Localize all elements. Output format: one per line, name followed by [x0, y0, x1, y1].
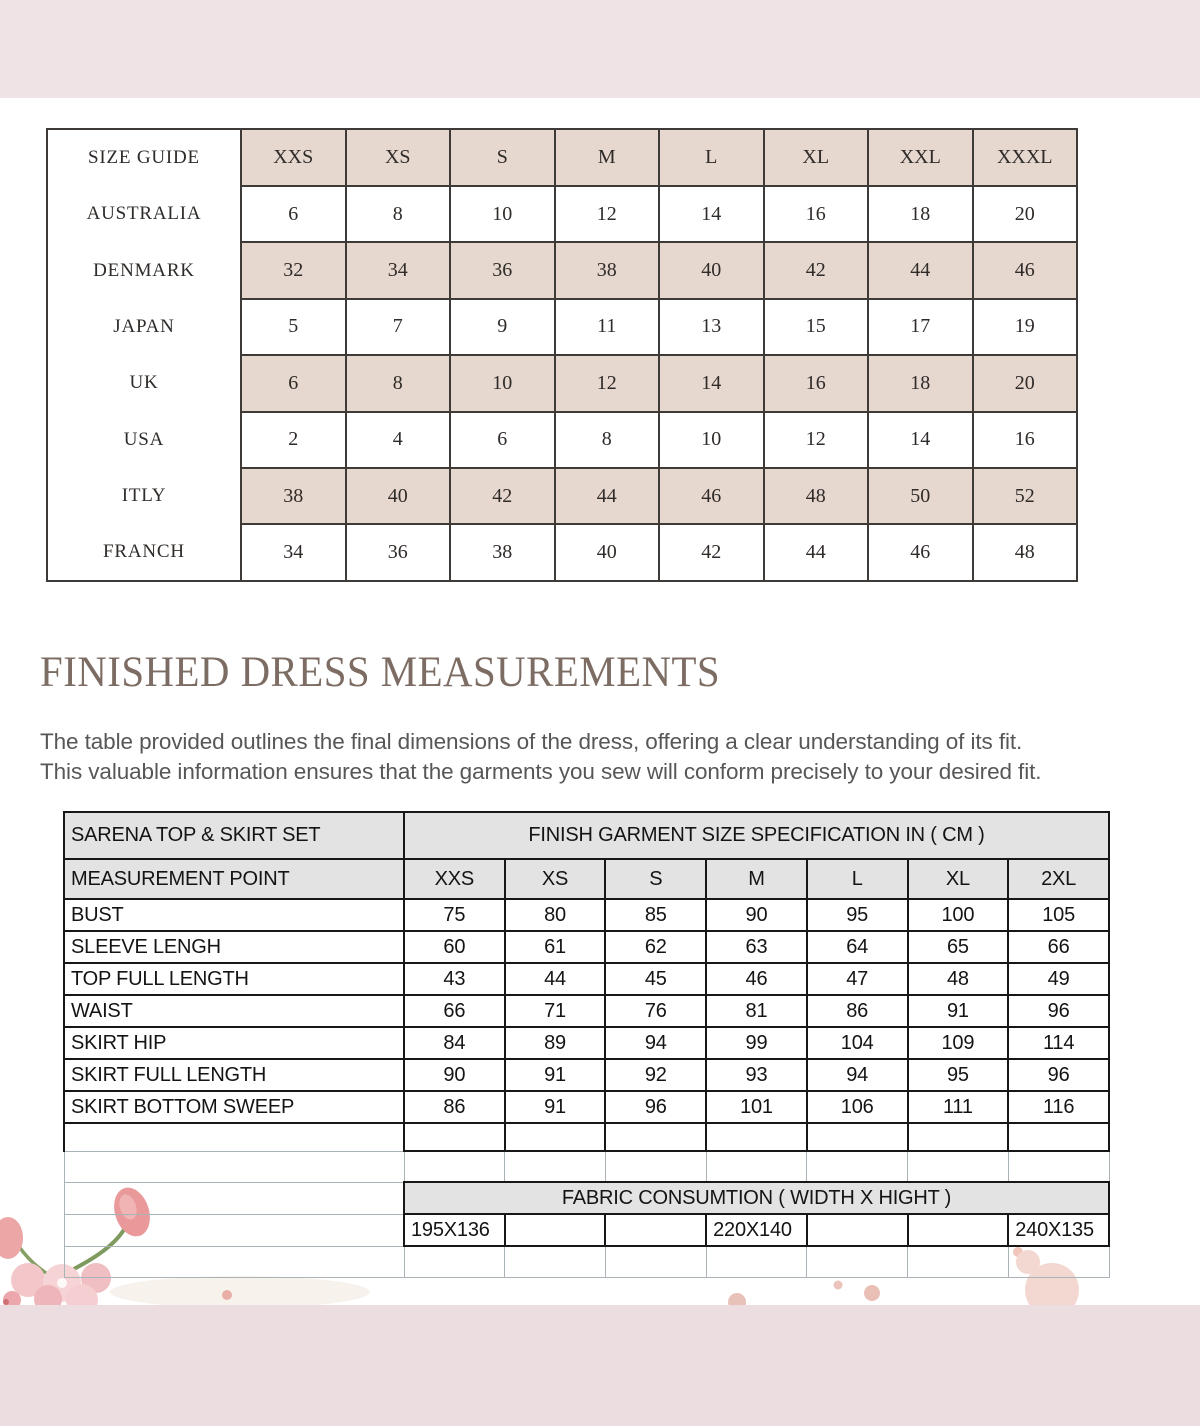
measurement-value-cell: 100 — [908, 899, 1009, 931]
measurement-value-cell: 90 — [706, 899, 807, 931]
size-column-header: XXL — [868, 129, 973, 186]
measurement-point-label: BUST — [64, 899, 404, 931]
gridline-cell — [807, 1151, 908, 1182]
size-value-cell: 38 — [555, 242, 660, 298]
fabric-value-cell: 220X140 — [706, 1214, 807, 1246]
measurement-value-cell: 91 — [505, 1091, 606, 1123]
gridline-cell — [64, 1214, 404, 1246]
size-value-cell: 12 — [555, 186, 660, 242]
size-guide-row — [47, 468, 1077, 524]
measurement-value-cell: 62 — [605, 931, 706, 963]
size-value-cell: 8 — [555, 412, 660, 468]
size-guide-row — [47, 524, 1077, 580]
empty-cell — [807, 1123, 908, 1151]
size-guide-row — [47, 355, 1077, 411]
size-value-cell: 38 — [241, 468, 346, 524]
country-label: AUSTRALIA — [47, 186, 241, 242]
country-label: UK — [47, 355, 241, 411]
size-value-cell: 48 — [764, 468, 869, 524]
size-value-cell: 9 — [450, 299, 555, 355]
measurement-value-cell: 94 — [807, 1059, 908, 1091]
size-value-cell: 8 — [346, 355, 451, 411]
measurement-value-cell: 46 — [706, 963, 807, 995]
gridline-cell — [64, 1151, 404, 1182]
size-value-cell: 14 — [659, 355, 764, 411]
country-label: USA — [47, 412, 241, 468]
gridline-cell — [505, 1151, 606, 1182]
paint-splash — [728, 1293, 746, 1305]
size-value-cell: 2 — [241, 412, 346, 468]
size-value-cell: 40 — [346, 468, 451, 524]
gridline-cell — [908, 1246, 1009, 1277]
section-title: FINISHED DRESS MEASUREMENTS — [40, 649, 721, 696]
blossom-center — [57, 1278, 67, 1288]
size-column-header: 2XL — [1008, 859, 1109, 899]
spec-header: FINISH GARMENT SIZE SPECIFICATION IN ( CM ) — [404, 812, 1109, 859]
size-guide-row — [47, 412, 1077, 468]
size-value-cell: 36 — [450, 242, 555, 298]
empty-cell — [404, 1123, 505, 1151]
size-value-cell: 42 — [764, 242, 869, 298]
measurement-row — [64, 995, 1109, 1027]
gridline-cell — [64, 1182, 404, 1214]
measurement-value-cell: 86 — [404, 1091, 505, 1123]
size-value-cell: 46 — [868, 524, 973, 580]
fabric-values-row — [64, 1214, 1109, 1246]
size-value-cell: 14 — [659, 186, 764, 242]
size-value-cell: 17 — [868, 299, 973, 355]
size-value-cell: 18 — [868, 186, 973, 242]
size-value-cell: 46 — [973, 242, 1078, 298]
size-guide-table — [46, 128, 1078, 582]
gridline-cell — [807, 1246, 908, 1277]
size-value-cell: 6 — [241, 186, 346, 242]
size-value-cell: 38 — [450, 524, 555, 580]
size-value-cell: 10 — [450, 355, 555, 411]
size-column-header: XXXL — [973, 129, 1078, 186]
size-guide-corner-label: SIZE GUIDE — [47, 129, 241, 186]
country-label: JAPAN — [47, 299, 241, 355]
measurement-value-cell: 45 — [605, 963, 706, 995]
measurement-value-cell: 95 — [908, 1059, 1009, 1091]
measurement-value-cell: 66 — [1008, 931, 1109, 963]
measurement-value-cell: 94 — [605, 1027, 706, 1059]
size-value-cell: 34 — [241, 524, 346, 580]
size-value-cell: 14 — [868, 412, 973, 468]
measurement-value-cell: 84 — [404, 1027, 505, 1059]
size-column-header: XS — [505, 859, 606, 899]
measurement-point-label: SKIRT HIP — [64, 1027, 404, 1059]
empty-cell — [706, 1123, 807, 1151]
size-guide-row — [47, 242, 1077, 298]
size-column-header: XL — [908, 859, 1009, 899]
size-value-cell: 44 — [555, 468, 660, 524]
gridline-row — [64, 1151, 1109, 1182]
measurement-point-label: SKIRT FULL LENGTH — [64, 1059, 404, 1091]
top-pink-band — [0, 0, 1200, 98]
empty-cell — [605, 1123, 706, 1151]
gridline-cell — [404, 1246, 505, 1277]
measurements-table — [63, 811, 1110, 1278]
measurement-value-cell: 63 — [706, 931, 807, 963]
measurement-row — [64, 1091, 1109, 1123]
measurement-row — [64, 963, 1109, 995]
size-column-header: XXS — [404, 859, 505, 899]
gridline-cell — [605, 1246, 706, 1277]
size-value-cell: 44 — [868, 242, 973, 298]
size-value-cell: 12 — [555, 355, 660, 411]
size-value-cell: 13 — [659, 299, 764, 355]
size-column-header: S — [450, 129, 555, 186]
measurement-value-cell: 116 — [1008, 1091, 1109, 1123]
size-value-cell: 5 — [241, 299, 346, 355]
gridline-cell — [605, 1151, 706, 1182]
gridline-cell — [1008, 1246, 1109, 1277]
measurement-value-cell: 61 — [505, 931, 606, 963]
empty-row — [64, 1123, 1109, 1151]
flower-bud — [0, 1217, 23, 1259]
size-value-cell: 42 — [659, 524, 764, 580]
measurement-value-cell: 89 — [505, 1027, 606, 1059]
measurement-value-cell: 95 — [807, 899, 908, 931]
size-guide-header-row — [47, 129, 1077, 186]
size-column-header: L — [659, 129, 764, 186]
spec-header-row — [64, 812, 1109, 859]
size-value-cell: 10 — [450, 186, 555, 242]
measurement-value-cell: 90 — [404, 1059, 505, 1091]
gridline-row — [64, 1246, 1109, 1277]
empty-cell — [505, 1123, 606, 1151]
size-column-header: S — [605, 859, 706, 899]
size-column-header: M — [706, 859, 807, 899]
country-label: FRANCH — [47, 524, 241, 580]
size-value-cell: 50 — [868, 468, 973, 524]
measurement-value-cell: 99 — [706, 1027, 807, 1059]
size-value-cell: 18 — [868, 355, 973, 411]
measurement-value-cell: 91 — [505, 1059, 606, 1091]
measurement-value-cell: 111 — [908, 1091, 1009, 1123]
measurement-value-cell: 81 — [706, 995, 807, 1027]
size-value-cell: 32 — [241, 242, 346, 298]
size-value-cell: 42 — [450, 468, 555, 524]
size-value-cell: 52 — [973, 468, 1078, 524]
measurement-value-cell: 96 — [605, 1091, 706, 1123]
size-value-cell: 7 — [346, 299, 451, 355]
size-value-cell: 19 — [973, 299, 1078, 355]
size-value-cell: 20 — [973, 355, 1078, 411]
fabric-value-cell — [807, 1214, 908, 1246]
measurement-point-label: TOP FULL LENGTH — [64, 963, 404, 995]
size-column-header: XXS — [241, 129, 346, 186]
size-value-cell: 4 — [346, 412, 451, 468]
size-column-header: M — [555, 129, 660, 186]
measurement-value-cell: 65 — [908, 931, 1009, 963]
size-column-header: XL — [764, 129, 869, 186]
country-label: ITLY — [47, 468, 241, 524]
gridline-cell — [404, 1151, 505, 1182]
measurement-value-cell: 105 — [1008, 899, 1109, 931]
watercolor-wash — [110, 1276, 370, 1305]
size-value-cell: 40 — [659, 242, 764, 298]
measurement-value-cell: 76 — [605, 995, 706, 1027]
gridline-cell — [1008, 1151, 1109, 1182]
empty-cell — [1008, 1123, 1109, 1151]
fabric-consumption-header: FABRIC CONSUMTION ( WIDTH X HIGHT ) — [404, 1182, 1109, 1214]
measurement-value-cell: 80 — [505, 899, 606, 931]
paragraph-line: This valuable information ensures that the garments you sew will conform precisely to your desired fit. — [40, 759, 1042, 784]
measurement-value-cell: 85 — [605, 899, 706, 931]
size-value-cell: 44 — [764, 524, 869, 580]
size-value-cell: 10 — [659, 412, 764, 468]
size-value-cell: 48 — [973, 524, 1078, 580]
measurement-value-cell: 86 — [807, 995, 908, 1027]
size-value-cell: 12 — [764, 412, 869, 468]
measurement-value-cell: 64 — [807, 931, 908, 963]
measurement-value-cell: 104 — [807, 1027, 908, 1059]
measurement-row — [64, 899, 1109, 931]
fabric-value-cell — [908, 1214, 1009, 1246]
size-column-header: XS — [346, 129, 451, 186]
size-header-row — [64, 859, 1109, 899]
size-value-cell: 8 — [346, 186, 451, 242]
measurement-value-cell: 66 — [404, 995, 505, 1027]
measurement-value-cell: 43 — [404, 963, 505, 995]
paint-splash — [834, 1281, 843, 1290]
paint-splash — [222, 1290, 232, 1300]
measurement-value-cell: 48 — [908, 963, 1009, 995]
size-value-cell: 16 — [973, 412, 1078, 468]
measurement-value-cell: 91 — [908, 995, 1009, 1027]
measurement-row — [64, 931, 1109, 963]
measurement-value-cell: 47 — [807, 963, 908, 995]
fabric-value-cell: 195X136 — [404, 1214, 505, 1246]
measurement-value-cell: 96 — [1008, 1059, 1109, 1091]
fabric-value-cell: 240X135 — [1008, 1214, 1109, 1246]
measurement-point-label: SLEEVE LENGH — [64, 931, 404, 963]
size-value-cell: 16 — [764, 355, 869, 411]
measurement-value-cell: 96 — [1008, 995, 1109, 1027]
measurement-value-cell: 93 — [706, 1059, 807, 1091]
measurement-value-cell: 109 — [908, 1027, 1009, 1059]
size-value-cell: 6 — [450, 412, 555, 468]
fabric-header-row — [64, 1182, 1109, 1214]
product-label: SARENA TOP & SKIRT SET — [64, 812, 404, 859]
size-value-cell: 11 — [555, 299, 660, 355]
measurement-value-cell: 71 — [505, 995, 606, 1027]
size-guide-row — [47, 299, 1077, 355]
paragraph-line: The table provided outlines the final dimensions of the dress, offering a clear understanding of its fit. — [40, 729, 1023, 754]
size-column-header: L — [807, 859, 908, 899]
measurement-value-cell: 60 — [404, 931, 505, 963]
measurement-point-header: MEASUREMENT POINT — [64, 859, 404, 899]
gridline-cell — [505, 1246, 606, 1277]
fabric-value-cell — [505, 1214, 606, 1246]
size-value-cell: 16 — [764, 186, 869, 242]
size-value-cell: 40 — [555, 524, 660, 580]
size-value-cell: 34 — [346, 242, 451, 298]
size-value-cell: 6 — [241, 355, 346, 411]
size-value-cell: 46 — [659, 468, 764, 524]
gridline-cell — [64, 1246, 404, 1277]
measurement-point-label: WAIST — [64, 995, 404, 1027]
empty-cell — [64, 1123, 404, 1151]
measurement-value-cell: 92 — [605, 1059, 706, 1091]
measurement-value-cell: 44 — [505, 963, 606, 995]
measurement-row — [64, 1059, 1109, 1091]
country-label: DENMARK — [47, 242, 241, 298]
size-value-cell: 20 — [973, 186, 1078, 242]
measurement-value-cell: 101 — [706, 1091, 807, 1123]
measurement-value-cell: 49 — [1008, 963, 1109, 995]
measurement-value-cell: 106 — [807, 1091, 908, 1123]
gridline-cell — [706, 1151, 807, 1182]
size-guide-row — [47, 186, 1077, 242]
measurement-value-cell: 114 — [1008, 1027, 1109, 1059]
measurement-row — [64, 1027, 1109, 1059]
size-value-cell: 36 — [346, 524, 451, 580]
empty-cell — [908, 1123, 1009, 1151]
section-paragraph — [40, 727, 1041, 787]
measurement-point-label: SKIRT BOTTOM SWEEP — [64, 1091, 404, 1123]
fabric-value-cell — [605, 1214, 706, 1246]
paint-splash — [864, 1285, 880, 1301]
gridline-cell — [908, 1151, 1009, 1182]
gridline-cell — [706, 1246, 807, 1277]
size-value-cell: 15 — [764, 299, 869, 355]
bottom-pink-band — [0, 1305, 1200, 1426]
measurement-value-cell: 75 — [404, 899, 505, 931]
